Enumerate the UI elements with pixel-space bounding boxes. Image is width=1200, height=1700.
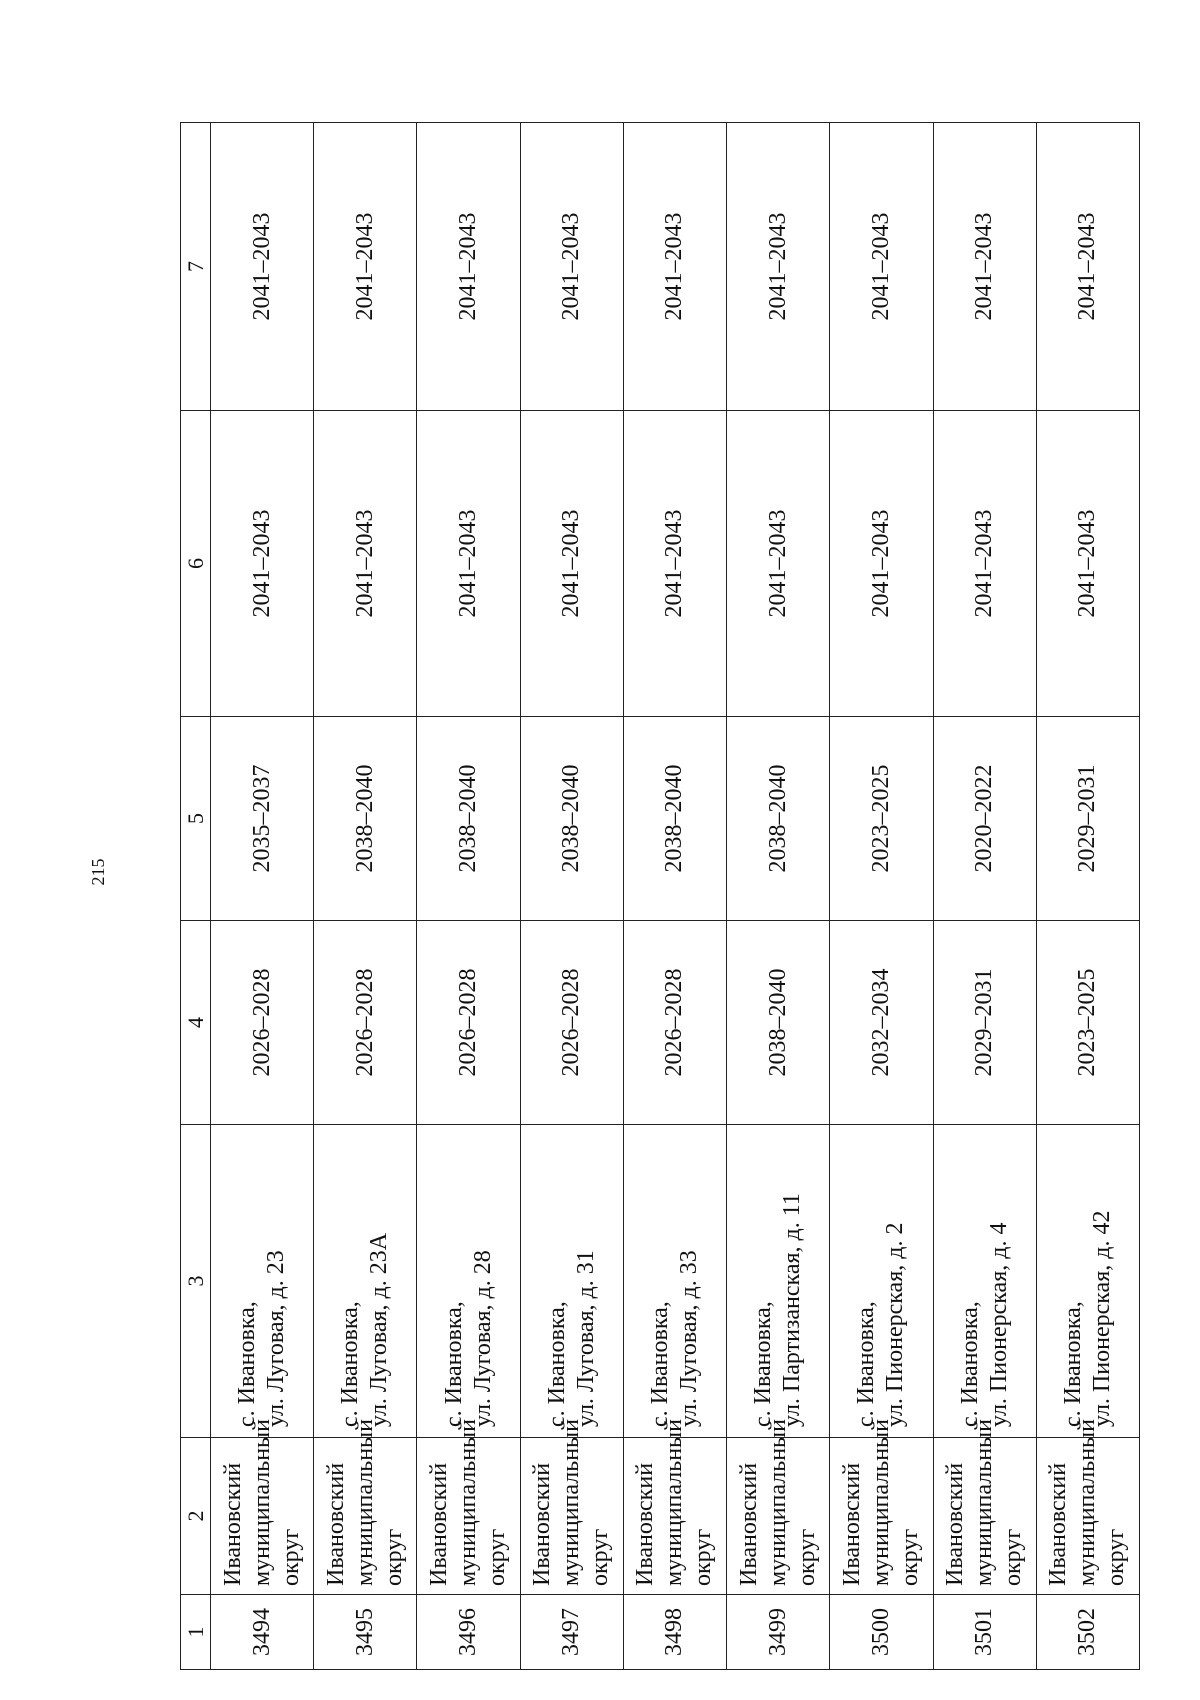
address-line: с. Ивановка, <box>646 1301 673 1427</box>
period-cell: 2041–2043 <box>623 123 726 411</box>
housing-schedule-table <box>180 122 1140 1670</box>
district-cell: Ивановский муниципальный округ <box>417 1438 520 1595</box>
address-line: с. Ивановка, <box>853 1301 880 1427</box>
district-cell: Ивановский муниципальный округ <box>211 1438 314 1595</box>
table-row <box>314 123 417 1670</box>
period-cell: 2038–2040 <box>520 717 623 921</box>
period-cell: 2026–2028 <box>211 921 314 1125</box>
period-cell: 2041–2043 <box>1036 411 1139 717</box>
period-cell: 2041–2043 <box>623 411 726 717</box>
column-header: 2 <box>181 1438 211 1595</box>
address-cell <box>211 1125 314 1438</box>
period-cell: 2026–2028 <box>520 921 623 1125</box>
period-cell: 2041–2043 <box>417 123 520 411</box>
row-number: 3502 <box>1036 1595 1139 1670</box>
period-cell: 2041–2043 <box>933 411 1036 717</box>
row-number: 3501 <box>933 1595 1036 1670</box>
period-cell: 2026–2028 <box>314 921 417 1125</box>
row-number: 3495 <box>314 1595 417 1670</box>
period-cell: 2041–2043 <box>830 123 933 411</box>
address-cell <box>830 1125 933 1438</box>
address-cell <box>417 1125 520 1438</box>
table-row <box>933 123 1036 1670</box>
period-cell: 2041–2043 <box>727 411 830 717</box>
address-line: ул. Пионерская, д. 42 <box>1088 1210 1115 1427</box>
period-cell: 2041–2043 <box>933 123 1036 411</box>
period-cell: 2023–2025 <box>1036 921 1139 1125</box>
column-header: 1 <box>181 1595 211 1670</box>
address-line: ул. Луговая, д. 33 <box>675 1250 702 1427</box>
table-row <box>417 123 520 1670</box>
period-cell: 2041–2043 <box>1036 123 1139 411</box>
district-cell: Ивановский муниципальный округ <box>727 1438 830 1595</box>
period-cell: 2041–2043 <box>314 411 417 717</box>
address-line: ул. Пионерская, д. 4 <box>985 1222 1012 1427</box>
address-cell <box>314 1125 417 1438</box>
address-line: с. Ивановка, <box>440 1301 467 1427</box>
column-header: 5 <box>181 717 211 921</box>
district-cell: Ивановский муниципальный округ <box>314 1438 417 1595</box>
address-line: с. Ивановка, <box>234 1301 261 1427</box>
period-cell: 2041–2043 <box>520 123 623 411</box>
period-cell: 2038–2040 <box>727 717 830 921</box>
table-row <box>830 123 933 1670</box>
row-number: 3496 <box>417 1595 520 1670</box>
row-number: 3494 <box>211 1595 314 1670</box>
address-line: ул. Луговая, д. 23А <box>366 1232 393 1427</box>
address-line: с. Ивановка, <box>956 1301 983 1427</box>
column-header: 6 <box>181 411 211 717</box>
period-cell: 2038–2040 <box>314 717 417 921</box>
period-cell: 2041–2043 <box>211 411 314 717</box>
period-cell: 2035–2037 <box>211 717 314 921</box>
district-cell: Ивановский муниципальный округ <box>520 1438 623 1595</box>
table-row <box>727 123 830 1670</box>
rotated-table-container <box>180 123 1140 1670</box>
period-cell: 2023–2025 <box>830 717 933 921</box>
column-header: 4 <box>181 921 211 1125</box>
address-line: ул. Луговая, д. 31 <box>572 1250 599 1427</box>
period-cell: 2041–2043 <box>211 123 314 411</box>
address-line: ул. Партизанская, д. 11 <box>779 1193 806 1427</box>
period-cell: 2041–2043 <box>520 411 623 717</box>
period-cell: 2041–2043 <box>314 123 417 411</box>
district-cell: Ивановский муниципальный округ <box>933 1438 1036 1595</box>
period-cell: 2032–2034 <box>830 921 933 1125</box>
period-cell: 2041–2043 <box>830 411 933 717</box>
column-header: 7 <box>181 123 211 411</box>
address-line: с. Ивановка, <box>750 1301 777 1427</box>
row-number: 3497 <box>520 1595 623 1670</box>
period-cell: 2038–2040 <box>727 921 830 1125</box>
address-cell <box>1036 1125 1139 1438</box>
row-number: 3499 <box>727 1595 830 1670</box>
address-cell <box>933 1125 1036 1438</box>
address-cell <box>727 1125 830 1438</box>
period-cell: 2026–2028 <box>623 921 726 1125</box>
address-cell <box>520 1125 623 1438</box>
period-cell: 2038–2040 <box>623 717 726 921</box>
period-cell: 2041–2043 <box>727 123 830 411</box>
table-row <box>211 123 314 1670</box>
period-cell: 2041–2043 <box>417 411 520 717</box>
address-line: ул. Луговая, д. 28 <box>469 1250 496 1427</box>
period-cell: 2029–2031 <box>933 921 1036 1125</box>
row-number: 3498 <box>623 1595 726 1670</box>
district-cell: Ивановский муниципальный округ <box>623 1438 726 1595</box>
column-header: 3 <box>181 1125 211 1438</box>
table-row <box>623 123 726 1670</box>
district-cell: Ивановский муниципальный округ <box>1036 1438 1139 1595</box>
address-line: с. Ивановка, <box>1059 1301 1086 1427</box>
period-cell: 2038–2040 <box>417 717 520 921</box>
row-number: 3500 <box>830 1595 933 1670</box>
address-line: с. Ивановка, <box>337 1301 364 1427</box>
address-line: с. Ивановка, <box>543 1301 570 1427</box>
table-row <box>520 123 623 1670</box>
address-line: ул. Пионерская, д. 2 <box>882 1222 909 1427</box>
address-cell <box>623 1125 726 1438</box>
table-row <box>1036 123 1139 1670</box>
district-cell: Ивановский муниципальный округ <box>830 1438 933 1595</box>
page-number: 215 <box>88 858 108 886</box>
address-line: ул. Луговая, д. 23 <box>263 1250 290 1427</box>
period-cell: 2026–2028 <box>417 921 520 1125</box>
header-row <box>181 123 211 1670</box>
period-cell: 2029–2031 <box>1036 717 1139 921</box>
period-cell: 2020–2022 <box>933 717 1036 921</box>
